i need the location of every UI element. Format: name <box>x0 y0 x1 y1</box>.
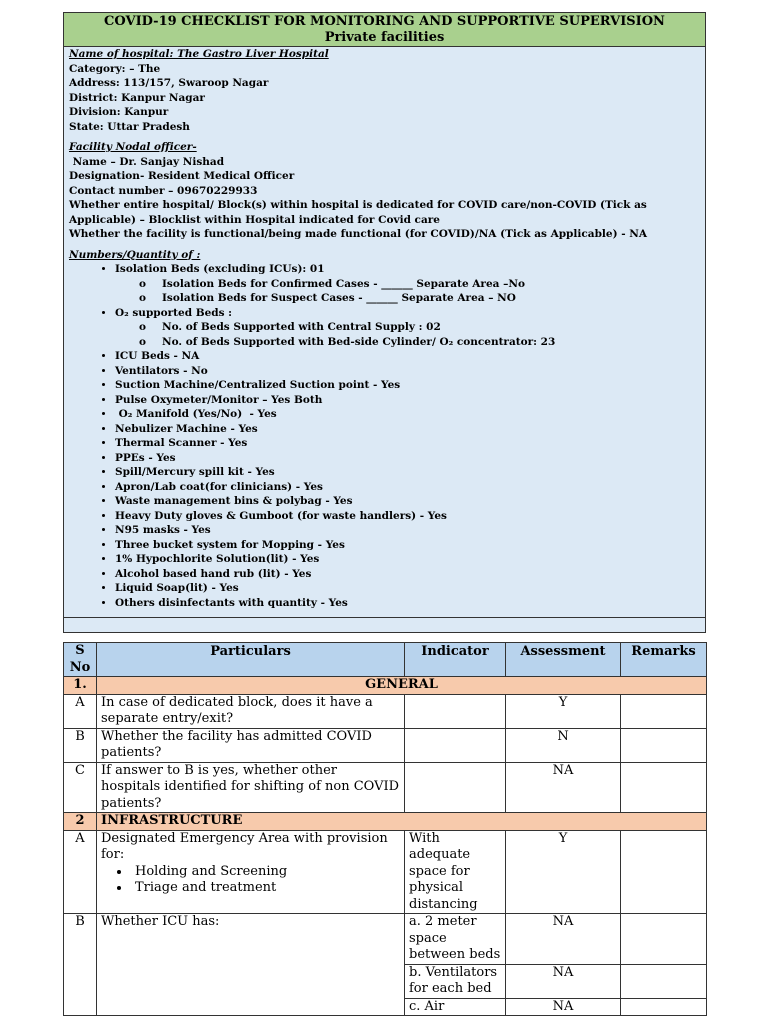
row-particulars: If answer to B is yes, whether other hospitals identified for shifting of non COVID patients? <box>97 762 405 813</box>
row-indicator: b. Ventilators for each bed <box>405 964 506 998</box>
nodal-officer-contact: Contact number – 09670229933 <box>69 184 258 197</box>
row-assessment: Y <box>506 694 621 728</box>
row-particulars: Whether the facility has admitted COVID patients? <box>97 728 405 762</box>
row-indicator: c. Air <box>405 998 506 1016</box>
nodal-officer-designation: Designation- Resident Medical Officer <box>69 170 295 182</box>
list-item: • Triage and treatment <box>131 880 400 897</box>
list-item: o No. of Beds Supported with Bed-side Cylinder/ O₂ concentrator: 23 <box>139 335 700 350</box>
title-line-2: Private facilities <box>324 30 445 45</box>
row-assessment: N <box>506 728 621 762</box>
row-indicator <box>405 728 506 762</box>
row-remarks <box>621 964 707 998</box>
title-line-1: COVID-19 CHECKLIST FOR MONITORING AND SUPPORTIVE SUPERVISION <box>104 14 665 29</box>
list-item <box>115 262 700 306</box>
list-item: • Pulse Oxymeter/Monitor – Yes Both <box>115 393 700 408</box>
facility-info-box <box>63 12 706 633</box>
numbers-heading: Numbers/Quantity of : <box>69 248 201 261</box>
list-item: o No. of Beds Supported with Central Supply : 02 <box>139 320 700 335</box>
state: State: Uttar Pradesh <box>69 120 190 133</box>
row-id: B <box>64 914 97 1016</box>
col-header-assessment: Assessment <box>506 643 621 677</box>
nodal-officer-heading: Facility Nodal officer- <box>69 141 197 153</box>
document-title <box>64 13 705 47</box>
table-row <box>64 914 707 965</box>
list-item: • Spill/Mercury spill kit - Yes <box>115 465 700 480</box>
row-assessment: Y <box>506 830 621 914</box>
row-remarks <box>621 694 707 728</box>
row-indicator <box>405 694 506 728</box>
row-remarks <box>621 914 707 965</box>
row-assessment: NA <box>506 762 621 813</box>
facility-details <box>64 47 705 610</box>
row-particulars: In case of dedicated block, does it have a separate entry/exit? <box>97 694 405 728</box>
emergency-area-list <box>101 864 400 897</box>
list-item: o Isolation Beds for Confirmed Cases - ______ Separate Area –No <box>139 277 700 292</box>
list-item: • N95 masks - Yes <box>115 523 700 538</box>
section-title: GENERAL <box>97 677 707 695</box>
col-header-remarks: Remarks <box>621 643 707 677</box>
nodal-officer-name: Name – Dr. Sanjay Nishad <box>69 155 225 168</box>
list-item: • Alcohol based hand rub (lit) - Yes <box>115 567 700 582</box>
isolation-beds: Isolation Beds (excluding ICUs): 01 <box>115 263 325 275</box>
row-assessment: NA <box>506 964 621 998</box>
list-item: • Ventilators - No <box>115 364 700 379</box>
row-particulars: Whether ICU has: <box>97 914 405 1016</box>
list-item: • Nebulizer Machine - Yes <box>115 422 700 437</box>
row-id: A <box>64 694 97 728</box>
isolation-sublist <box>115 277 700 306</box>
list-item: • O₂ Manifold (Yes/No) - Yes <box>115 407 700 422</box>
table-header-row <box>64 643 707 677</box>
row-id: B <box>64 728 97 762</box>
row-particulars-text: Designated Emergency Area with provision for: <box>101 830 388 862</box>
resources-list <box>69 262 700 610</box>
info-box-footer-row <box>64 617 705 632</box>
o2-beds: O₂ supported Beds : <box>115 306 233 319</box>
row-remarks <box>621 830 707 914</box>
list-item: • Liquid Soap(lit) - Yes <box>115 581 700 596</box>
row-id: C <box>64 762 97 813</box>
row-indicator <box>405 762 506 813</box>
row-indicator: With adequate space for physical distancing <box>405 830 506 914</box>
row-remarks <box>621 762 707 813</box>
hospital-name: Name of hospital: The Gastro Liver Hospital <box>69 48 329 60</box>
dedication-question: Whether entire hospital/ Block(s) within hospital is dedicated for COVID care/non-COVID (Tick as Applicable) – Blocklist within Hospital indicated for Covid care <box>69 199 647 226</box>
functional-question: Whether the facility is functional/being made functional (for COVID)/NA (Tick as Applicable) - NA <box>69 228 647 240</box>
list-item: • Holding and Screening <box>131 864 400 881</box>
list-item: o Isolation Beds for Suspect Cases - ______ Separate Area – NO <box>139 291 700 306</box>
list-item: • Waste management bins & polybag - Yes <box>115 494 700 509</box>
section-title: INFRASTRUCTURE <box>97 813 707 831</box>
district: District: Kanpur Nagar <box>69 91 205 104</box>
address: Address: 113/157, Swaroop Nagar <box>69 77 269 89</box>
section-row-general <box>64 677 707 695</box>
row-assessment: NA <box>506 914 621 965</box>
list-item: • PPEs - Yes <box>115 451 700 466</box>
row-particulars <box>97 830 405 914</box>
col-header-particulars: Particulars <box>97 643 405 677</box>
col-header-indicator: Indicator <box>405 643 506 677</box>
row-remarks <box>621 728 707 762</box>
division: Division: Kanpur <box>69 106 169 118</box>
list-item <box>115 306 700 350</box>
list-item: • Apron/Lab coat(for clinicians) - Yes <box>115 480 700 495</box>
col-header-sno: S No <box>64 643 97 677</box>
list-item: • 1% Hypochlorite Solution(lit) - Yes <box>115 552 700 567</box>
list-item: • Suction Machine/Centralized Suction point - Yes <box>115 378 700 393</box>
section-number: 1. <box>64 677 97 695</box>
section-number: 2 <box>64 813 97 831</box>
list-item: • Thermal Scanner - Yes <box>115 436 700 451</box>
section-row-infrastructure <box>64 813 707 831</box>
table-row <box>64 728 707 762</box>
category: Category: – The <box>69 62 161 75</box>
checklist-table <box>63 642 707 1016</box>
list-item: • Three bucket system for Mopping - Yes <box>115 538 700 553</box>
list-item: • Heavy Duty gloves & Gumboot (for waste handlers) - Yes <box>115 509 700 524</box>
table-row <box>64 762 707 813</box>
row-indicator: a. 2 meter space between beds <box>405 914 506 965</box>
o2-sublist <box>115 320 700 349</box>
table-row <box>64 830 707 914</box>
list-item: • ICU Beds - NA <box>115 349 700 364</box>
table-row <box>64 694 707 728</box>
row-remarks <box>621 998 707 1016</box>
row-assessment: NA <box>506 998 621 1016</box>
row-id: A <box>64 830 97 914</box>
list-item: • Others disinfectants with quantity - Yes <box>115 596 700 611</box>
